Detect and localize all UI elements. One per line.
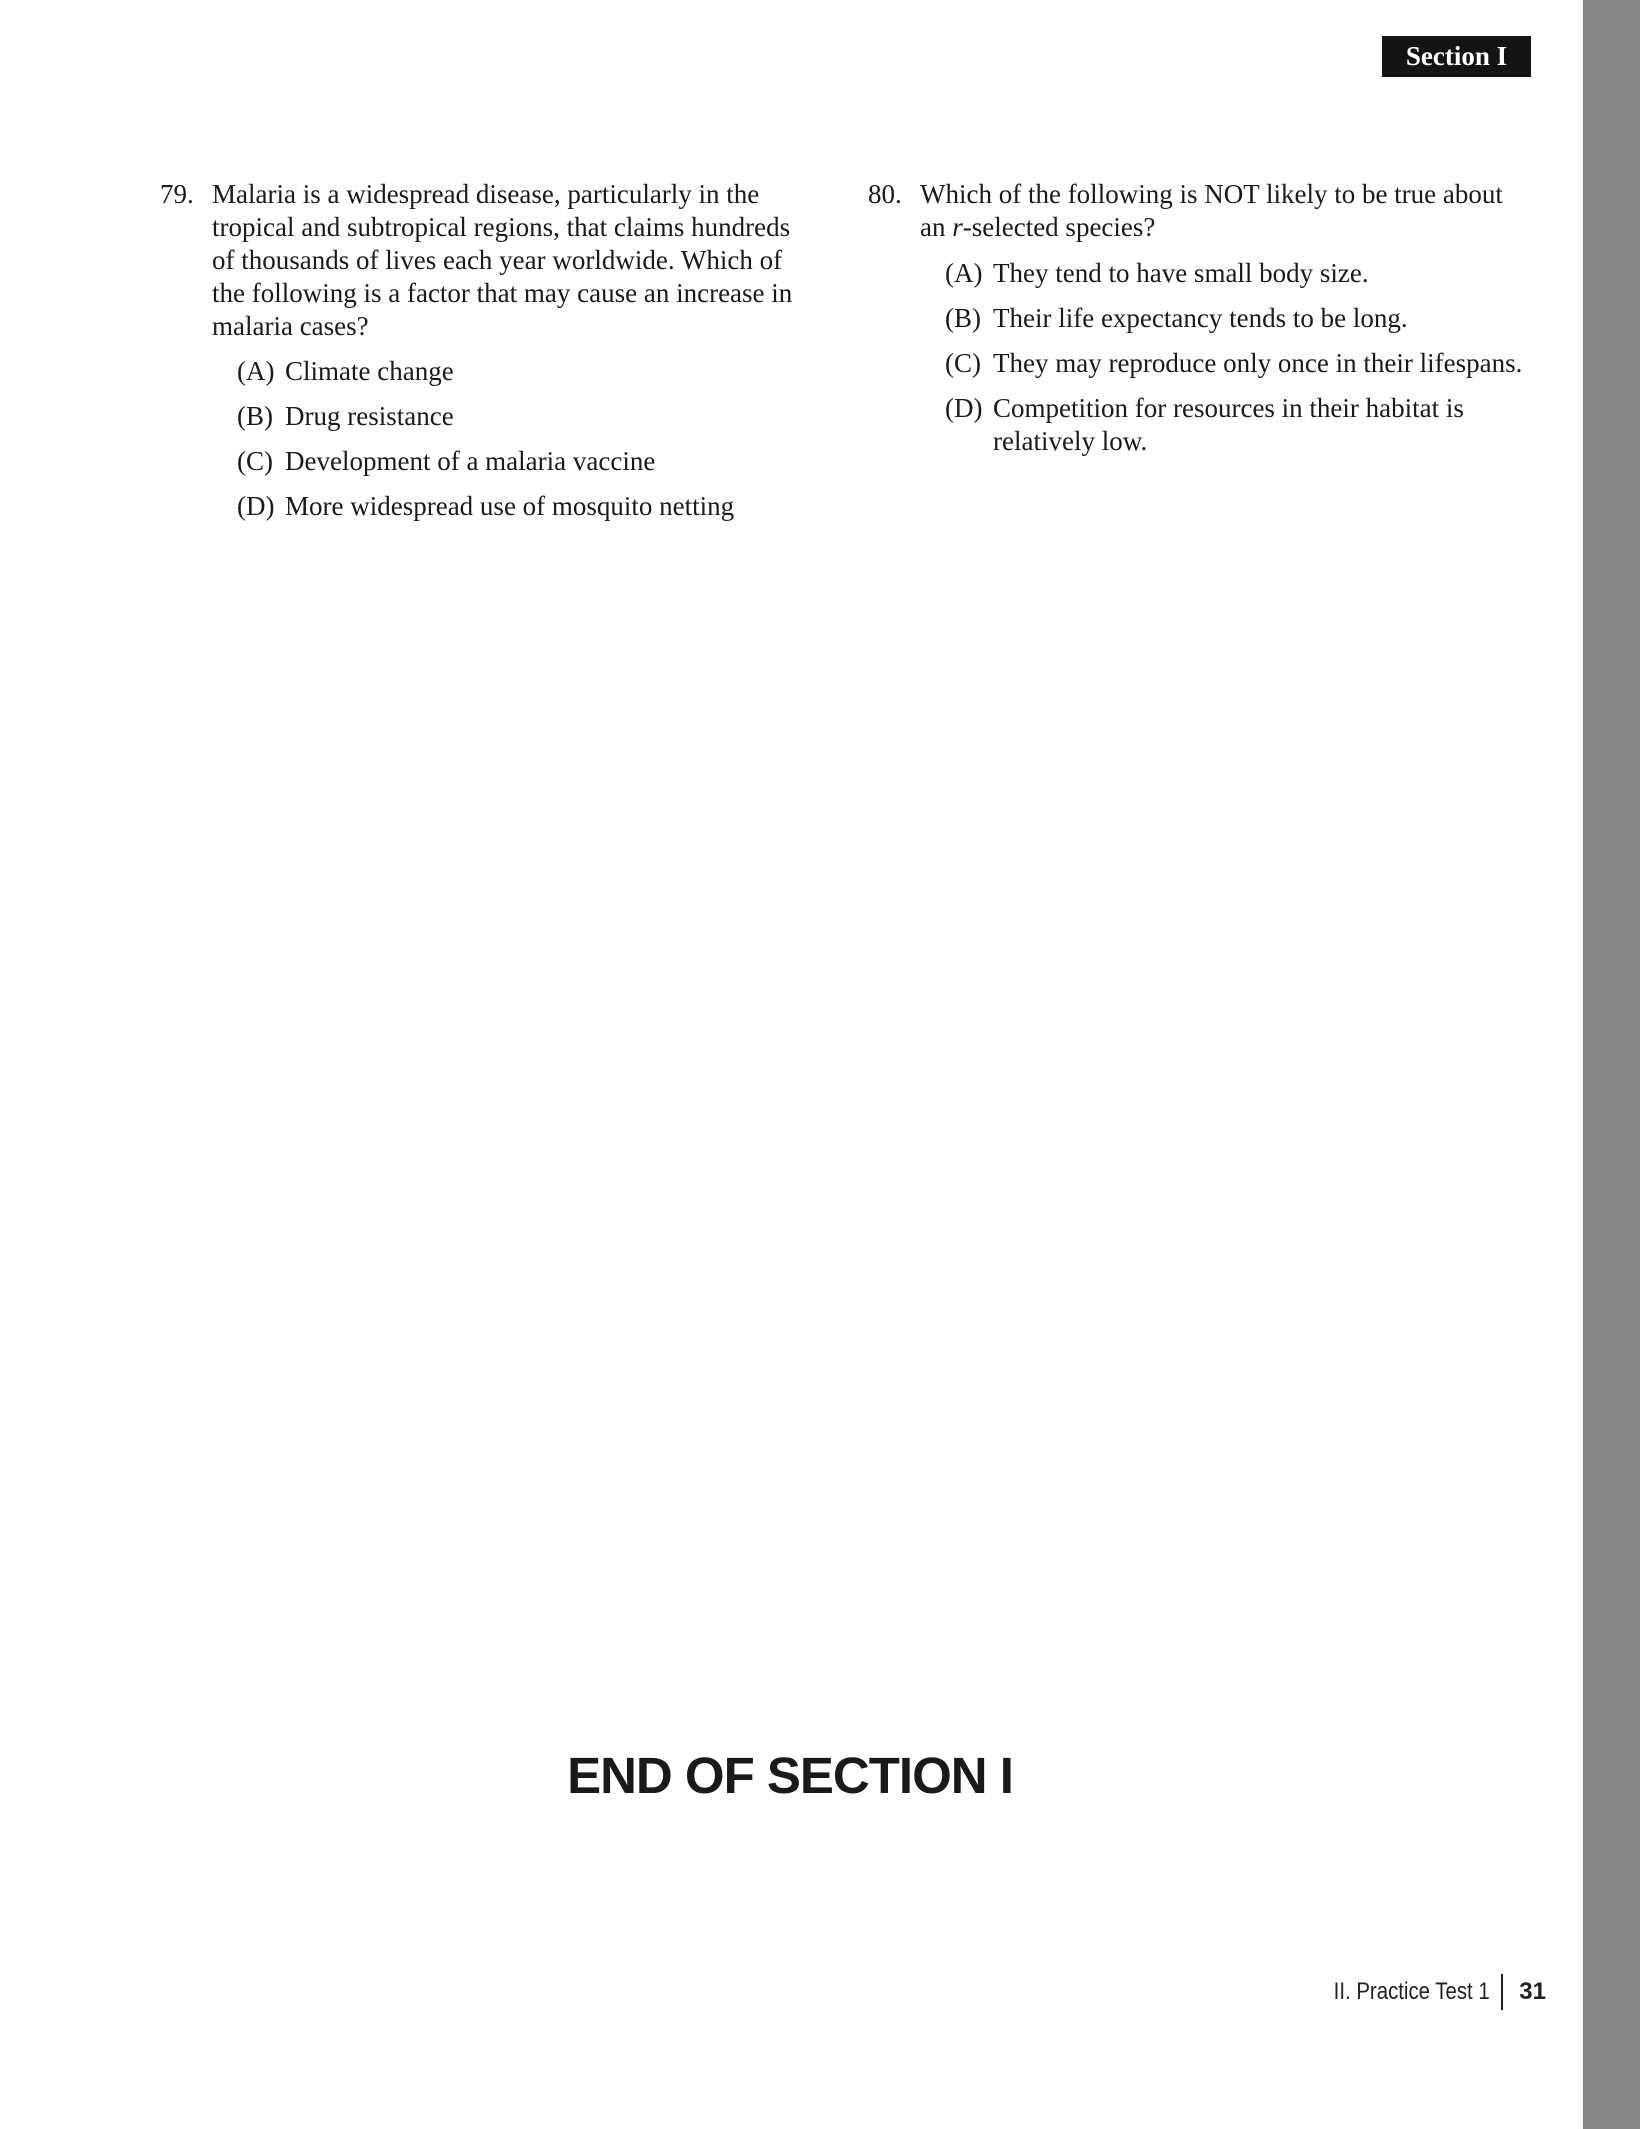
question-text <box>920 179 1503 242</box>
answer-choice-c[interactable] <box>945 347 1528 380</box>
question-number: 79. <box>160 179 194 209</box>
answer-choice-b[interactable] <box>945 302 1528 335</box>
question-79 <box>160 178 800 535</box>
page-number: 31 <box>1519 1978 1546 2005</box>
question-stem <box>868 178 1528 244</box>
question-text-start: Which of the following is NOT likely to be true about an <box>920 179 1503 242</box>
end-of-section-title: END OF SECTION I <box>567 1747 1013 1804</box>
question-text-end: -selected species? <box>962 212 1156 242</box>
choice-letter: (D) <box>945 393 983 423</box>
answer-choices <box>868 257 1528 458</box>
side-margin-bar <box>1583 0 1640 2129</box>
answer-choice-a[interactable] <box>237 355 800 388</box>
answer-choice-d[interactable] <box>237 490 800 523</box>
answer-choices <box>160 355 800 523</box>
choice-text: Development of a malaria vaccine <box>285 446 656 476</box>
answer-choice-b[interactable] <box>237 400 800 433</box>
choice-letter: (A) <box>945 258 983 288</box>
page-footer <box>1304 1974 1546 2010</box>
choice-letter: (B) <box>237 401 273 431</box>
footer-chapter-label: II. Practice Test 1 <box>1333 1978 1490 2005</box>
choice-letter: (D) <box>237 491 275 521</box>
choice-text: Climate change <box>285 356 454 386</box>
question-text: Malaria is a widespread disease, particularly in the tropical and subtropical regions, that claims hundreds of thousands of lives each year worldwide. Which of the following is a factor that may cause an increase in malaria cases? <box>212 179 793 341</box>
answer-choice-c[interactable] <box>237 445 800 478</box>
choice-letter: (C) <box>945 348 981 378</box>
choice-text: They may reproduce only once in their lifespans. <box>993 348 1523 378</box>
question-80 <box>868 178 1528 470</box>
choice-letter: (B) <box>945 303 981 333</box>
question-number: 80. <box>868 179 902 209</box>
choice-text: More widespread use of mosquito netting <box>285 491 735 521</box>
choice-text: Their life expectancy tends to be long. <box>993 303 1408 333</box>
question-stem <box>160 178 800 343</box>
choice-letter: (C) <box>237 446 273 476</box>
choice-text: Competition for resources in their habitat is relatively low. <box>993 393 1464 456</box>
choice-text: Drug resistance <box>285 401 454 431</box>
answer-choice-d[interactable] <box>945 392 1528 458</box>
question-text-italic: r <box>952 212 963 242</box>
answer-choice-a[interactable] <box>945 257 1528 290</box>
choice-letter: (A) <box>237 356 275 386</box>
choice-text: They tend to have small body size. <box>993 258 1369 288</box>
section-tab: Section I <box>1382 36 1531 77</box>
